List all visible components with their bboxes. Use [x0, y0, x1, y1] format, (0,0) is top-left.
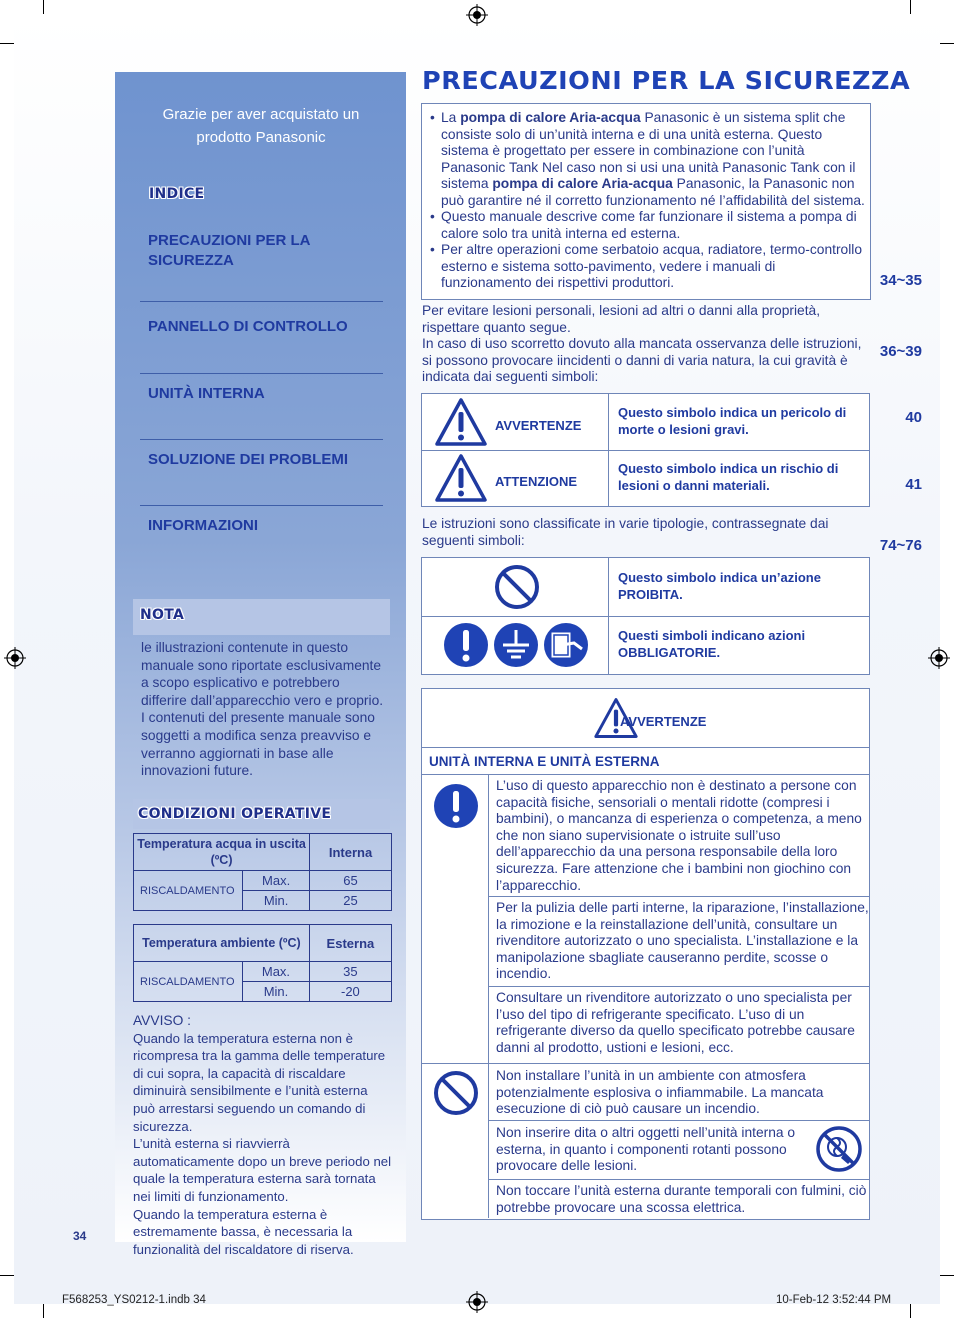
- table-header-temperature: Temperatura acqua in uscita (ºC): [134, 834, 310, 871]
- table-header-temperature: Temperatura ambiente (ºC): [134, 925, 310, 962]
- thanks-text: Grazie per aver acquistato un prodotto Panasonic: [162, 106, 360, 146]
- page-number: 34: [73, 1229, 87, 1243]
- divider: [608, 558, 609, 616]
- divider: [488, 986, 869, 987]
- divider: [140, 439, 383, 440]
- intro-box: • La pompa di calore Aria-acqua Panasonic è un sistema split che consiste solo di un’unità interna e di una unità esterna. Questo sistema è progettato per essere in combinazione con l’unità Panasonic Tank Nel caso non si usi una unità Panasonic Tank con il sistema pompa di calore Aria-acqua Panasonic, la Panasonic non può garantire né il corretto funzionamento né l’affidabilità del sistema. • Questo manuale descrive come far funzionare il sistema a pompa di calore solo tra unità interna ed esterna. • Per altre operazioni come serbatoio acqua, radiatore, termo-controllo esterno e sistema sotto-pavimento, vedere i manuali di funzionamento dei rispettivi produttori.: [421, 103, 871, 300]
- symbol-row-mandatory: [422, 616, 869, 674]
- toc-page-precauzioni: 34~35: [879, 272, 922, 289]
- nota-heading: NOTA: [140, 607, 185, 623]
- toc-item-informazioni[interactable]: [148, 516, 374, 536]
- no-fingers-fan-icon: [815, 1125, 863, 1173]
- intro-paragraph: In caso di uso scorretto dovuto alla mancata osservanza delle istruzioni, si possono provocare iincidenti o danni di varia natura, la cui gravità è indicata dai seguenti simboli:: [422, 336, 862, 384]
- registration-mark-icon: [928, 647, 950, 669]
- toc-label: PRECAUZIONI PER LA SICUREZZA: [148, 232, 310, 269]
- toc-label: PANNELLO DI CONTROLLO: [148, 318, 348, 335]
- unplug-icon: [542, 621, 590, 669]
- max-label: Max.: [243, 871, 310, 891]
- warning-text: Consultare un rivenditore autorizzato o uno specialista per l’uso del tipo di refrigerante specificato. L’uso di un refrigerante diverso da quello specificato potrebbe causare danni al prodotto, ustioni e lesioni, ecc.: [496, 990, 855, 1055]
- avvertenze-label: AVVERTENZE: [495, 418, 582, 433]
- toc-label: UNITÀ INTERNA: [148, 385, 265, 402]
- toc-item-precauzioni[interactable]: [148, 231, 374, 271]
- toc-page-unita-interna: 40: [905, 409, 922, 426]
- toc-label: INFORMAZIONI: [148, 517, 258, 534]
- min-value: 25: [310, 891, 392, 911]
- prohibited-icon: [432, 1069, 480, 1117]
- mandatory-exclamation-icon: [432, 782, 480, 830]
- avviso-text: Quando la temperatura esterna non è ricompresa tra la gamma delle temperature di cui sopra, la capacità di riscaldare diminuirà sensibilmente e l’unità esterna può arrestarsi seguendo un comando di sicurezza.: [133, 1030, 386, 1134]
- table-mode: RISCALDAMENTO: [134, 962, 243, 1002]
- divider: [488, 774, 489, 1218]
- warning-text: L’uso di questo apparecchio non è destinato a persone con capacità fisiche, sensoriali o mentali ridotte (compresi i bambini), o mancanza di esperienza o competenza, a meno che non siano supervisionate o istruite sull’uso dell’apparecchio da una persona responsabile della loro sicurezza. Fare attenzione che i bambini non giochino con l’apparecchio.: [496, 778, 862, 893]
- symbol-row-attenzione: [422, 450, 869, 506]
- table-header-location: Interna: [310, 834, 392, 871]
- max-value: 35: [309, 962, 391, 982]
- conditions-table-interna: [133, 833, 392, 911]
- table-mode: RISCALDAMENTO: [134, 871, 243, 911]
- max-value: 65: [310, 871, 392, 891]
- toc-item-unita-interna[interactable]: [148, 384, 374, 404]
- footer-file: F568253_YS0212-1.indb 34: [62, 1294, 206, 1306]
- divider: [488, 1120, 869, 1121]
- avviso-title: AVVISO :: [133, 1013, 192, 1028]
- toc-page-soluzione: 41: [905, 476, 922, 493]
- prohibited-description: Questo simbolo indica un’azione PROIBITA.: [618, 570, 821, 602]
- footer-date: 10-Feb-12 3:52:44 PM: [776, 1294, 892, 1306]
- toc-item-soluzione[interactable]: [148, 450, 374, 470]
- registration-mark-icon: [466, 1291, 488, 1313]
- section-heading: UNITÀ INTERNA E UNITÀ ESTERNA: [429, 754, 660, 769]
- toc-page-informazioni: 74~76: [879, 537, 922, 554]
- min-value: -20: [309, 982, 391, 1002]
- divider: [488, 896, 869, 897]
- divider: [140, 301, 383, 302]
- warning-text: Non toccare l’unità esterna durante temporali con fulmini, ciò potrebbe provocare una scossa elettrica.: [496, 1183, 867, 1215]
- conditions-table-esterna: [133, 924, 392, 1002]
- page-title: PRECAUZIONI PER LA SICUREZZA: [422, 66, 911, 95]
- earth-ground-icon: [492, 621, 540, 669]
- toc-page-pannello: 36~39: [879, 343, 922, 360]
- divider: [422, 1063, 869, 1064]
- divider: [422, 747, 869, 748]
- registration-mark-icon: [4, 647, 26, 669]
- warning-text: Non installare l’unità in un ambiente con atmosfera potenzialmente esplosiva o infiammabile. La mancata esecuzione di ciò può causare un incendio.: [496, 1068, 824, 1117]
- divider: [488, 1179, 869, 1180]
- indice-heading: INDICE: [149, 186, 205, 202]
- warnings-title: AVVERTENZE: [620, 714, 707, 729]
- mandatory-description: Questi simboli indicano azioni OBBLIGATORIE.: [618, 628, 806, 660]
- mandatory-exclamation-icon: [442, 621, 490, 669]
- avviso-block: [133, 1012, 393, 1258]
- intro-paragraph: Per evitare lesioni personali, lesioni ad altri o danni alla proprietà, rispettare quanto segue.: [422, 303, 821, 335]
- caution-triangle-icon: [434, 453, 488, 503]
- max-label: Max.: [243, 962, 310, 982]
- nota-text: le illustrazioni contenute in questo manuale sono riportate esclusivamente a scopo esplicativo e potrebbero differire dall’apparecchio vero e proprio. I contenuti del presente manuale sono soggetti a modifica senza preavviso e verranno aggiornati in base alle innovazioni future.: [141, 640, 384, 779]
- warning-text: Non inserire dita o altri oggetti nell’unità interna o esterna, in quanto i componenti rotanti possono provocare delle lesioni.: [496, 1125, 796, 1174]
- symbol-row-prohibited: [422, 558, 869, 617]
- divider: [140, 373, 383, 374]
- min-label: Min.: [243, 982, 310, 1002]
- instruction-paragraph: Le istruzioni sono classificate in varie tipologie, contrassegnate dai seguenti simboli:: [422, 516, 829, 548]
- divider: [608, 616, 609, 674]
- toc-label: SOLUZIONE DEI PROBLEMI: [148, 451, 349, 468]
- avviso-text: Quando la temperatura esterna è estremamente bassa, è necessaria la funzionalità del riscaldatore di riserva.: [133, 1206, 354, 1257]
- registration-mark-icon: [466, 4, 488, 26]
- divider: [140, 505, 383, 506]
- instruction-symbols-box: [421, 557, 870, 675]
- divider: [422, 774, 869, 775]
- warning-triangle-icon: [434, 397, 488, 447]
- warnings-table: [421, 688, 870, 1220]
- avviso-text: L’unità esterna si riavvierrà automaticamente dopo un breve periodo nel quale la temperatura esterna sarà tornata nei limiti di funzionamento.: [133, 1136, 392, 1204]
- symbol-row-avvertenze: [422, 394, 869, 451]
- divider: [608, 450, 609, 506]
- divider: [608, 394, 609, 450]
- attenzione-label: ATTENZIONE: [495, 474, 578, 489]
- table-header-location: Esterna: [309, 925, 391, 962]
- severity-symbols-box: [421, 393, 870, 507]
- warning-text: Per la pulizia delle parti interne, la riparazione, l’installazione, la rimozione e la reinstallazione dell’unità, consultare un rivenditore autorizzato o uno specialista. L’installazione e la manipolazione sbagliate causeranno perdite, scosse o incendio.: [496, 900, 869, 982]
- condizioni-heading: CONDIZIONI OPERATIVE: [138, 806, 332, 822]
- min-label: Min.: [243, 891, 310, 911]
- avvertenze-description: Questo simbolo indica un pericolo di morte o lesioni gravi.: [618, 405, 847, 437]
- toc-item-pannello[interactable]: [148, 317, 374, 337]
- prohibited-icon: [493, 563, 541, 611]
- attenzione-description: Questo simbolo indica un rischio di lesioni o danni materiali.: [618, 461, 839, 493]
